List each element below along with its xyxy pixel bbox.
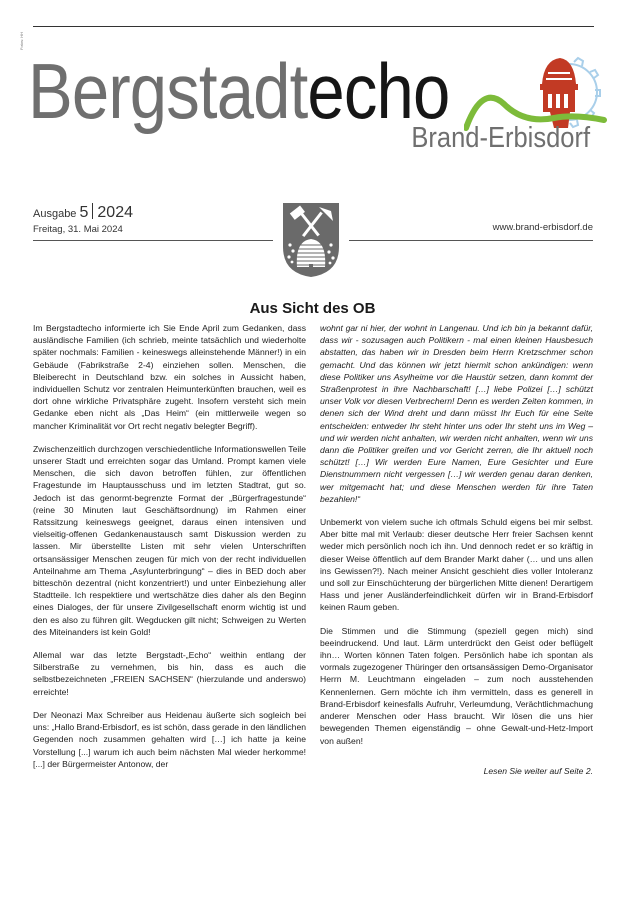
coat-of-arms-hammer-pick-beehive-icon bbox=[281, 201, 341, 279]
photo-credit: Fotos: HH bbox=[19, 31, 24, 50]
top-rule bbox=[33, 26, 594, 27]
issue-number: 5 bbox=[79, 204, 89, 221]
paragraph: Allemal war das letzte Bergstadt-„Echo“ weithin entlang der Silberstraße zu vernehmen, bis hin, dass es auch die selbstbezeichneten „FREIEN SACHSEN“ (hierzulande und anderswo) erreichte! bbox=[33, 650, 306, 697]
issue-year: 2024 bbox=[97, 204, 133, 221]
masthead-subtitle: Brand-Erbisdorf bbox=[411, 122, 590, 154]
article-column-left bbox=[33, 322, 306, 781]
website-link[interactable]: www.brand-erbisdorf.de bbox=[492, 222, 593, 233]
divider-right bbox=[349, 240, 593, 241]
masthead-title bbox=[28, 47, 450, 135]
paragraph: Der Neonazi Max Schreiber aus Heidenau äußerte sich sogleich bei uns: „Hallo Brand-Erbisdorf, es ist schön, dass gerade in den ländlichen Gegenden noch zusammen gehalten wird […] ich hatte ja keine Vorstellung [...] warum ich auch beim nächsten Mal wieder herkomme! [...] der Bürgermeister Antonow, der bbox=[33, 709, 306, 769]
issue-line bbox=[33, 203, 133, 223]
observatory-tower-gear-icon bbox=[464, 54, 614, 132]
masthead bbox=[28, 47, 608, 154]
issue-info bbox=[33, 203, 133, 235]
paragraph: Zwischenzeitlich durchzogen verschiedentliche Informationswellen Teile unserer Stadt und erreichten sogar das Umland. Prompt kamen viele Menschen, die sich davon betroffen fühlen, zur öffentlichen Fragestunde im Hauptausschuss und im letzten Stadtrat, gut so. Jedoch ist das genormt-begrenzte Format der „Bürgerfragestunde“ (reine 30 Minuten laut Geschäftsordnung) im Rahmen einer Ratssitzung keineswegs geeignet, daraus einen intensiven und vielseitig-offenen Gedankenaustausch samt Diskussion werden zu lassen. Mir überstellte Listen mit sehr vielen Unterschriften ortsansässiger Menschen zeugen für mich von der recht individuellen Anteilnahme am Thema „Asylunterbringung“ – dies in BED doch aber bitteschön dezentral (nicht konzentriert!) und unter Einbeziehung aller Stadtteile. Ich respektiere und wertschätze dies daher als den Beginn eines Dialoges, der für unsere Zivilgesellschaft enorm wichtig ist und den es also zu führen gilt. Wegducken gilt nicht; Schweigen zu Werten des Miteinanders ist kein Gold! bbox=[33, 443, 306, 637]
issue-separator bbox=[92, 203, 93, 219]
continue-note[interactable]: Lesen Sie weiter auf Seite 2. bbox=[483, 765, 593, 776]
masthead-title-gray: Bergstadt bbox=[28, 47, 308, 135]
divider-left bbox=[33, 240, 273, 241]
article-headline: Aus Sicht des OB bbox=[249, 300, 376, 317]
paragraph: Die Stimmen und die Stimmung (speziell gegen mich) sind beeindruckend. Und laut. Lärm unterdrückt den Geist oder beflügelt ihn… Worten können Taten folgen. Persönlich habe ich spontan als vormals zugezogener Thüringer den ortsansässigen Demo-Organisator Herrn M. Leuchtmann eingeladen – zum noch ausstehenden Kennenlernen. Gern möchte ich ihm vermitteln, dass es generell in Brand-Erbisdorf keinesfalls Aufruhr, Verleumdung, Verächtlichmachung anderer Menschen oder Hass braucht. Wir lösen die uns hier bewegenden Themen eigenständig – ohne Gewalt-und-Hetz-Import von außen! bbox=[320, 625, 593, 746]
paragraph: wohnt gar ni hier, der wohnt in Langenau. Und ich bin ja bekannt dafür, dass wir - sozusagen auch Politikern - mal einen kleinen Hausbesuch abstatten, das haben wir in Dresden beim Herrn Kretzschmer schon gemacht. Und das können wir jetzt hiermit schon ankündigen: wenn diese Politiker uns Asylheime vor die Haustür setzen, dann kommt der Straßenprotest in ihre Nachbarschaft! […] liebe Polizei […] schützt unser Volk vor diesen Verbrechern! Denn es werden Zeiten kommen, in denen sich der Wind dreht und dann müsst Ihr Euch für eine Seite entscheiden: entweder Ihr steht hinter uns oder Ihr steht uns im Weg – und wir werden nicht anhalten, wir werden nicht anhalten, wenn wir uns dann die Politiker greifen und vor Gericht zerren, die Ihr aktuell noch schützt! […] Wir werden Eure Namen, Eure Gesichter und Eure Dienstnummern nicht vergessen […] wir werden genau daran denken, wer mitgemacht hat; und diese Menschen werden für ihre Taten bezahlen!“ bbox=[320, 323, 593, 504]
issue-label: Ausgabe bbox=[33, 208, 77, 220]
issue-date: Freitag, 31. Mai 2024 bbox=[33, 224, 123, 235]
article-column-right bbox=[320, 322, 593, 788]
masthead-title-black: echo bbox=[307, 47, 450, 135]
paragraph: Unbemerkt von vielem suche ich oftmals Schuld eigens bei mir selbst. Aber bitte mal mit Verlaub: dieser deutsche Herr freier Sachsen kennt weder mich persönlich noch ich ihn. Und dennoch redet er so kräftig in dieser Weise öffentlich auf dem Brander Markt daher (… und uns allen ins Gewissen?!). Nach meiner Ansicht geschieht dies voller Intoleranz und soll zur Einschüchterung der bürgerlichen Mitte dienen! Derartigem Hass und jener Ausländerfeindlichkeit dürfen wir in Brand-Erbisdorf keinen Raum geben. bbox=[320, 517, 593, 613]
paragraph: Im Bergstadtecho informierte ich Sie Ende April zum Gedanken, dass ausländische Familien (ich schrieb, meinte tatsächlich und wiederholte später nochmals: Familien - keineswegs alleinstehende Männer!) in ein Gebäude (Fabrikstraße 2-4) einziehen sollen. Menschen, die Bleiberecht in Deutschland bzw. ein solches in Aussicht haben, individuellen Schutz vor zentralen Heimunterkünften brauchen, weil es dort ohne wirkliche Privatsphäre zugeht. Insofern versteht sich mein Gedanke eben nicht als „Das Heim“ (ein mittlerweile wegen so mancher Kriminalität vor Ort recht negativ belegter Begriff). bbox=[33, 323, 306, 431]
